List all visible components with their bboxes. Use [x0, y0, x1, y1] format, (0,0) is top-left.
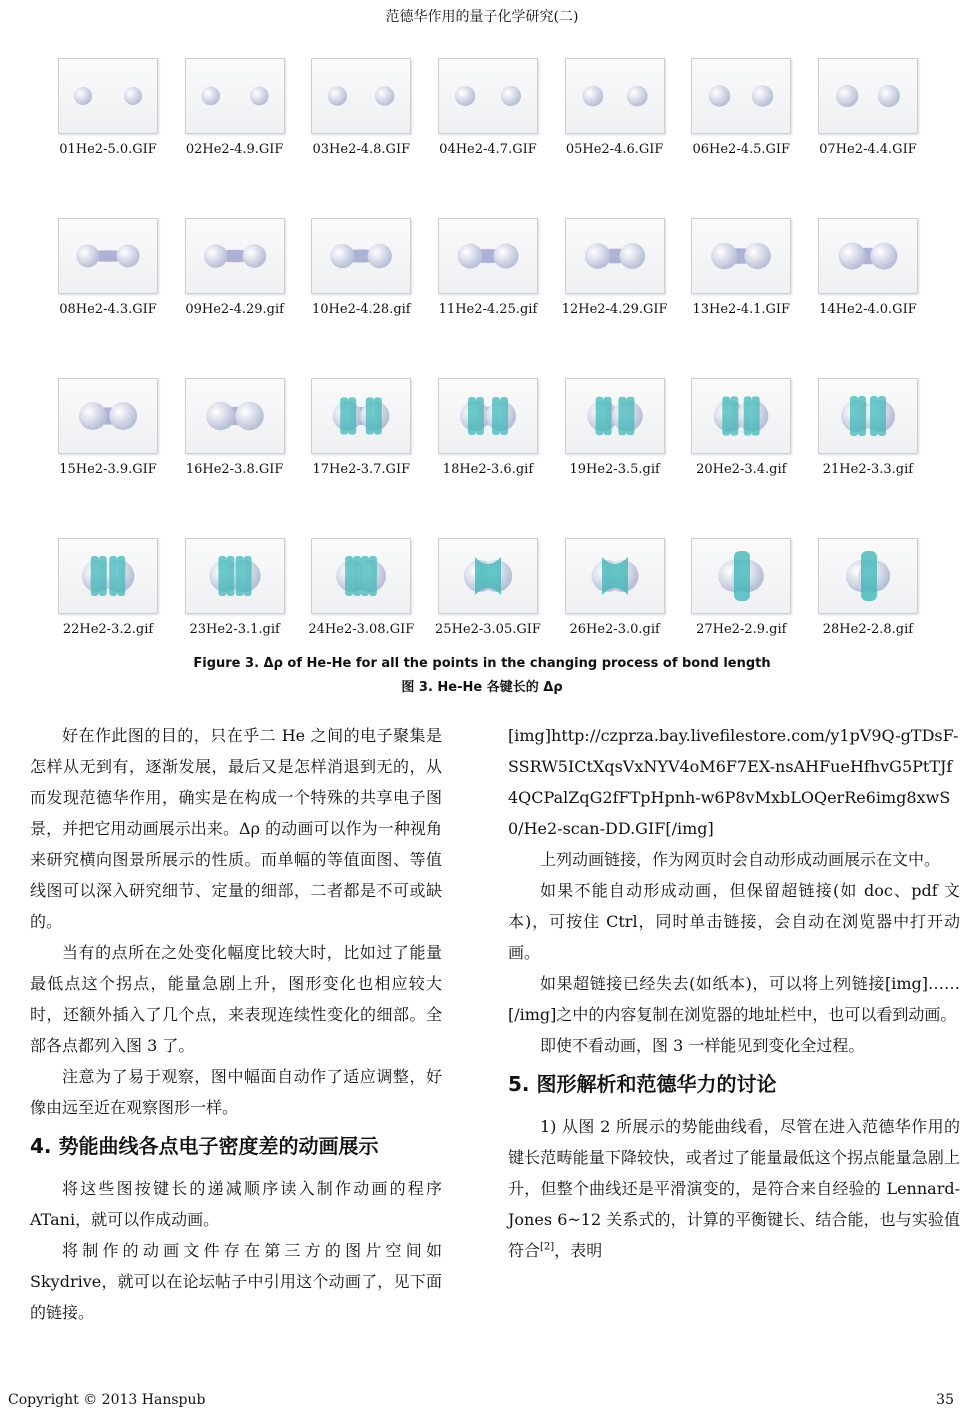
figure-tile — [48, 378, 168, 538]
figure-tile — [808, 218, 928, 378]
density-image — [691, 378, 791, 454]
tile-label: 01He2-5.0.GIF — [59, 142, 157, 157]
density-image — [691, 218, 791, 294]
density-image — [691, 538, 791, 614]
paragraph: 上列动画链接，作为网页时会自动形成动画展示在文中。 — [540, 850, 941, 869]
density-image — [311, 218, 411, 294]
figure-tile — [428, 218, 548, 378]
density-image — [438, 218, 538, 294]
paragraph: 将制作的动画文件存在第三方的图片空间如 Skydrive，就可以在论坛帖子中引用这个动画了，见下面的链接。 — [30, 1241, 442, 1322]
figure-tile — [301, 538, 421, 698]
figure-tile — [555, 58, 675, 218]
figure-3-grid — [48, 58, 928, 698]
density-image — [58, 58, 158, 134]
density-image — [818, 378, 918, 454]
section-heading-4: 4. 势能曲线各点电子密度差的动画展示 — [30, 1134, 379, 1158]
figure-caption-zh: 图 3. He-He 各键长的 Δρ — [401, 680, 563, 695]
running-header: 范德华作用的量子化学研究(二) — [385, 9, 579, 25]
tile-label: 15He2-3.9.GIF — [59, 462, 157, 477]
tile-label: 14He2-4.0.GIF — [819, 302, 917, 317]
density-image — [565, 218, 665, 294]
figure-tile — [555, 378, 675, 538]
tile-label: 02He2-4.9.GIF — [185, 142, 284, 157]
figure-tile — [808, 378, 928, 538]
tile-label: 22He2-3.2.gif — [62, 622, 154, 637]
animation-link[interactable]: [img]http://czprza.bay.livefilestore.com/y1pV9Q-gTDsF-SSRW5ICtXqsVxNYV4oM6F7EX-nsAHFueHfhvG5PtTJf4QCPalZqG2fFTpHpnh-w6P8vMxbLOQerRe6img8xwS0/He2-scan-DD.GIF[/img] — [508, 726, 959, 838]
tile-label: 13He2-4.1.GIF — [692, 302, 791, 317]
figure-tile — [555, 218, 675, 378]
tile-label: 21He2-3.3.gif — [822, 462, 914, 477]
figure-tile — [428, 538, 548, 698]
figure-tile — [175, 58, 295, 218]
figure-tile — [301, 378, 421, 538]
tile-label: 19He2-3.5.gif — [569, 462, 660, 477]
paragraph: 如果不能自动形成动画，但保留超链接(如 doc、pdf 文本)，可按住 Ctrl，同时单击链接，会自动在浏览器中打开动画。 — [508, 881, 960, 962]
figure-tile — [681, 378, 801, 538]
figure-tile — [681, 218, 801, 378]
figure-tile — [428, 58, 548, 218]
density-image — [311, 538, 411, 614]
tile-label: 11He2-4.25.gif — [438, 302, 538, 317]
page-number: 35 — [936, 1392, 954, 1408]
density-image — [438, 538, 538, 614]
tile-label: 07He2-4.4.GIF — [819, 142, 917, 157]
tile-label: 17He2-3.7.GIF — [312, 462, 411, 477]
section-heading-5: 5. 图形解析和范德华力的讨论 — [508, 1072, 777, 1096]
tile-label: 08He2-4.3.GIF — [59, 302, 157, 317]
figure-tile — [48, 218, 168, 378]
tile-label: 05He2-4.6.GIF — [565, 142, 664, 157]
paragraph-text: ，表明 — [554, 1241, 603, 1260]
figure-row — [48, 218, 928, 378]
paragraph-text: 1) 从图 2 所展示的势能曲线看，尽管在进入范德华作用的键长范畴能量下降较快，或者过了能量最低这个拐点能量急剧上升，但整个曲线还是平滑演变的，是符合来自经验的 Lennard-Jones 6~12 关系式的，计算的平衡键长、结合能，也与实验值符合 — [508, 1117, 960, 1260]
figure-tile — [175, 378, 295, 538]
density-image — [818, 538, 918, 614]
figure-tile — [301, 58, 421, 218]
left-column — [30, 720, 442, 1328]
density-image — [565, 538, 665, 614]
tile-label: 25He2-3.05.GIF — [435, 622, 541, 637]
paragraph: 注意为了易于观察，图中幅面自动作了适应调整，好像由远至近在观察图形一样。 — [30, 1067, 442, 1117]
citation-ref[interactable]: [2] — [540, 1241, 555, 1253]
paragraph: 即使不看动画，图 3 一样能见到变化全过程。 — [540, 1036, 865, 1055]
figure-tile — [555, 538, 675, 698]
density-image — [311, 378, 411, 454]
density-image — [438, 58, 538, 134]
density-image — [185, 378, 285, 454]
density-image — [438, 378, 538, 454]
tile-label: 28He2-2.8.gif — [822, 622, 914, 637]
density-image — [818, 218, 918, 294]
figure-tile — [428, 378, 548, 538]
tile-label: 16He2-3.8.GIF — [185, 462, 284, 477]
density-image — [185, 58, 285, 134]
tile-label: 24He2-3.08.GIF — [308, 622, 415, 637]
figure-tile — [808, 58, 928, 218]
figure-row — [48, 378, 928, 538]
density-image — [185, 218, 285, 294]
density-image — [565, 58, 665, 134]
figure-caption-en: Figure 3. Δρ of He-He for all the points in the changing process of bond length — [193, 656, 771, 671]
paragraph: 好在作此图的目的，只在乎二 He 之间的电子聚集是怎样从无到有，逐渐发展，最后又是怎样消退到无的，从而发现范德华作用，确实是在构成一个特殊的共享电子图景，并把它用动画展示出来。Δρ 的动画可以作为一种视角来研究横向图景所展示的性质。而单幅的等值面图、等值线图可以深入研究细节、定量的细部，二者都是不可或缺的。 — [30, 726, 442, 931]
figure-tile — [681, 58, 801, 218]
density-image — [185, 538, 285, 614]
paragraph — [508, 1111, 960, 1266]
tile-label: 23He2-3.1.gif — [189, 622, 280, 637]
figure-tile — [48, 58, 168, 218]
copyright: Copyright © 2013 Hanspub — [8, 1392, 206, 1408]
figure-tile — [808, 538, 928, 698]
tile-label: 04He2-4.7.GIF — [439, 142, 537, 157]
tile-label: 20He2-3.4.gif — [696, 462, 787, 477]
tile-label: 27He2-2.9.gif — [696, 622, 787, 637]
figure-tile — [175, 218, 295, 378]
tile-label: 09He2-4.29.gif — [185, 302, 284, 317]
tile-label: 03He2-4.8.GIF — [312, 142, 411, 157]
density-image — [691, 58, 791, 134]
figure-row — [48, 58, 928, 218]
density-image — [311, 58, 411, 134]
right-column — [508, 720, 960, 1266]
density-image — [58, 218, 158, 294]
density-image — [818, 58, 918, 134]
density-image — [58, 538, 158, 614]
tile-label: 26He2-3.0.gif — [569, 622, 660, 637]
figure-tile — [301, 218, 421, 378]
figure-tile — [681, 538, 801, 698]
paragraph: 将这些图按键长的递减顺序读入制作动画的程序 ATani，就可以作成动画。 — [30, 1179, 442, 1229]
figure-tile — [48, 538, 168, 698]
paragraph: 如果超链接已经失去(如纸本)，可以将上列链接[img]……[/img]之中的内容复制在浏览器的地址栏中，也可以看到动画。 — [508, 974, 960, 1024]
tile-label: 18He2-3.6.gif — [442, 462, 534, 477]
figure-row — [48, 538, 928, 698]
figure-tile — [175, 538, 295, 698]
density-image — [58, 378, 158, 454]
density-image — [565, 378, 665, 454]
tile-label: 06He2-4.5.GIF — [692, 142, 791, 157]
tile-label: 10He2-4.28.gif — [312, 302, 411, 317]
tile-label: 12He2-4.29.GIF — [561, 302, 668, 317]
paragraph: 当有的点所在之处变化幅度比较大时，比如过了能量最低点这个拐点，能量急剧上升，图形变化也相应较大时，还额外插入了几个点，来表现连续性变化的细部。全部各点都列入图 3 了。 — [30, 943, 442, 1055]
